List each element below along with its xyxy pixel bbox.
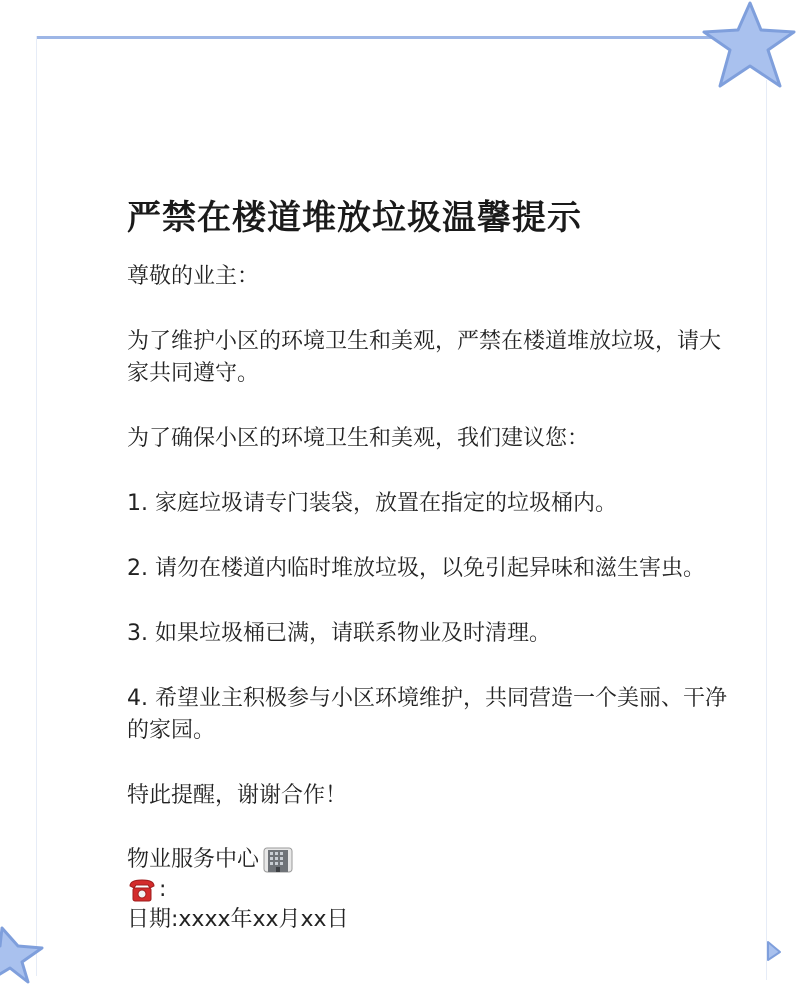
list-item-4: 4. 希望业主积极参与小区环境维护，共同营造一个美丽、干净的家园。 [127, 686, 727, 743]
list-item-3: 3. 如果垃圾桶已满，请联系物业及时清理。 [127, 621, 551, 646]
list-item-2: 2. 请勿在楼道内临时堆放垃圾，以免引起异味和滋生害虫。 [127, 556, 705, 581]
notice-title: 严禁在楼道堆放垃圾温馨提示 [127, 198, 582, 238]
notice-content [127, 195, 727, 935]
triangle-decoration-icon [766, 938, 786, 978]
frame-left-border [36, 36, 37, 976]
closing-remark: 特此提醒，谢谢合作！ [127, 783, 348, 808]
signature-phone-line [127, 875, 727, 905]
signature-department-line [127, 845, 727, 875]
frame-top-border [36, 36, 736, 39]
telephone-icon [127, 877, 157, 903]
department-name: 物业服务中心 [127, 847, 260, 872]
paragraph-intro: 为了维护小区的环境卫生和美观，严禁在楼道堆放垃圾，请大家共同遵守。 [127, 329, 722, 386]
paragraph-suggestion: 为了确保小区的环境卫生和美观，我们建议您： [127, 426, 590, 451]
frame-right-border [766, 80, 767, 980]
signature-date: 日期:xxxx年xx月xx日 [127, 907, 349, 932]
star-decoration-icon [698, 0, 798, 95]
list-item-1: 1. 家庭垃圾请专门装袋，放置在指定的垃圾桶内。 [127, 491, 617, 516]
signature-block [127, 845, 727, 935]
phone-label: : [159, 877, 167, 902]
office-building-icon [263, 847, 293, 873]
greeting: 尊敬的业主： [127, 264, 260, 289]
star-decoration-icon [0, 924, 44, 984]
